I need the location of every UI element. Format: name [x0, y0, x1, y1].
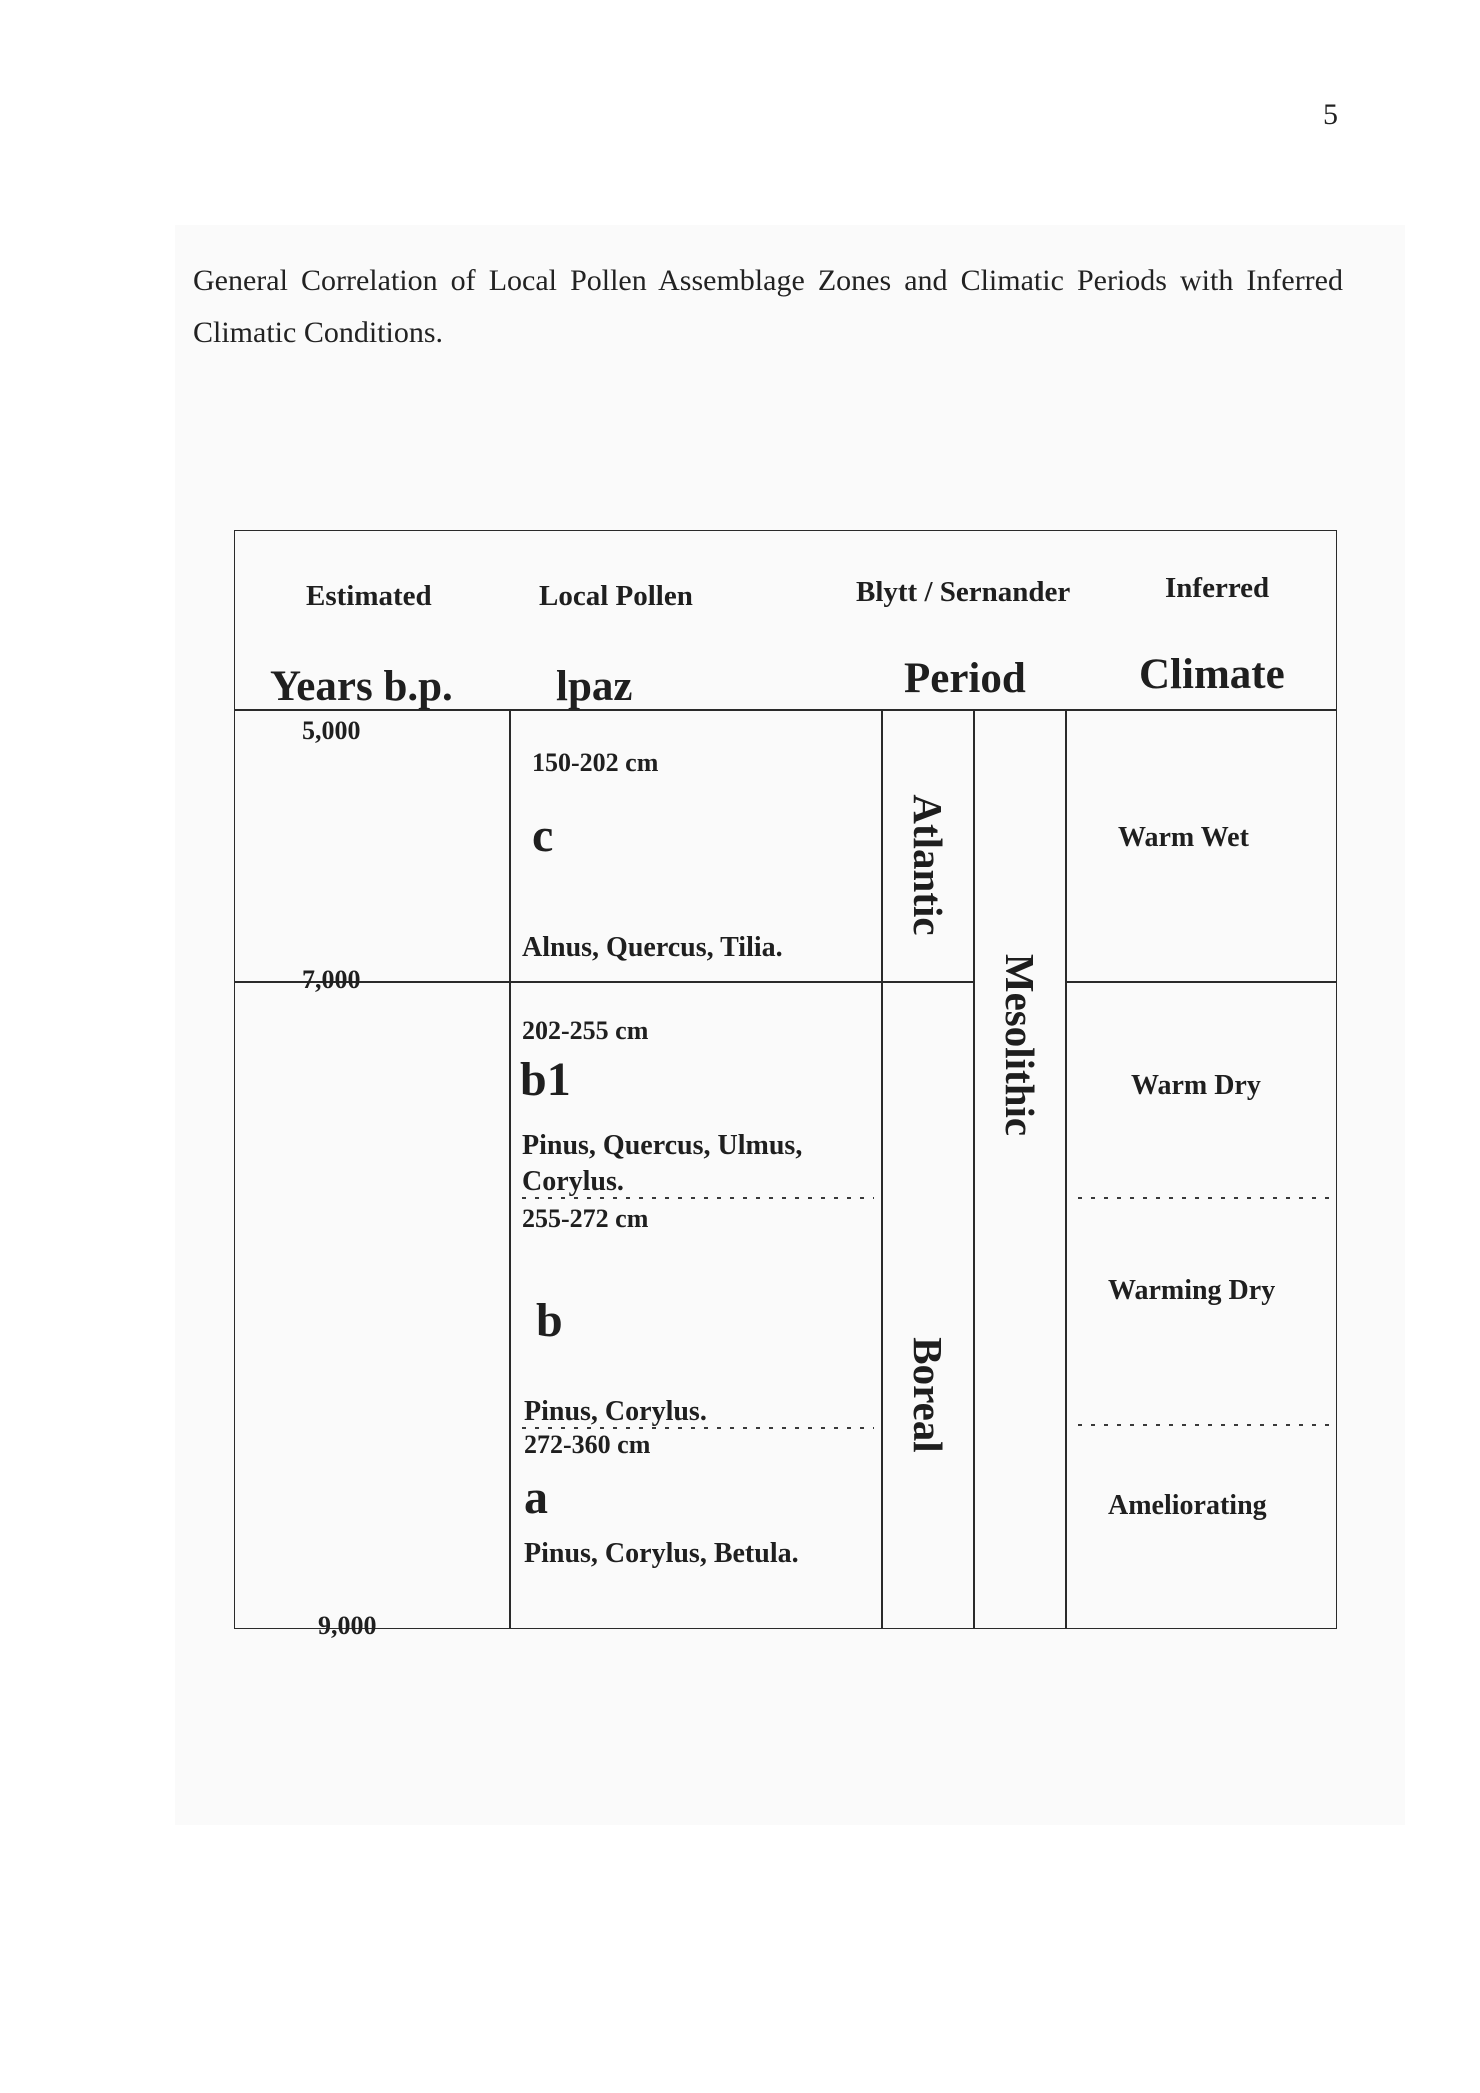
zone-label: b	[536, 1294, 563, 1347]
period-atlantic: Atlantic	[905, 794, 951, 936]
header-period-bottom: Period	[904, 655, 1026, 702]
pollen-zone-correlation-table	[234, 530, 1337, 1640]
zone-depth-range: 255-272 cm	[522, 1204, 649, 1233]
climate-label: Warming Dry	[1108, 1275, 1276, 1306]
header-years-bottom: Years b.p.	[270, 663, 453, 710]
cultural-period-mesolithic: Mesolithic	[997, 953, 1043, 1137]
zone-taxa: Pinus, Corylus.	[524, 1396, 707, 1427]
zone-taxa: Alnus, Quercus, Tilia.	[522, 932, 783, 963]
header-lpaz-top: Local Pollen	[539, 580, 693, 612]
zone-taxa: Pinus, Quercus, Ulmus,	[522, 1130, 803, 1161]
zone-label: a	[524, 1471, 548, 1524]
climate-label: Warm Wet	[1118, 822, 1249, 853]
header-years-top: Estimated	[306, 580, 432, 612]
header-lpaz-bottom: lpaz	[556, 663, 633, 710]
year-label: 5,000	[302, 716, 361, 745]
climate-label: Ameliorating	[1108, 1490, 1267, 1521]
header-climate-top: Inferred	[1165, 572, 1270, 604]
period-boreal: Boreal	[905, 1337, 951, 1453]
figure-caption: General Correlation of Local Pollen Assemblage Zones and Climatic Periods with Inferred Climatic Conditions.	[193, 264, 1343, 349]
zone-taxa: Pinus, Corylus, Betula.	[524, 1538, 799, 1569]
zone-depth-range: 202-255 cm	[522, 1016, 649, 1045]
zone-label: b1	[520, 1053, 571, 1106]
climate-label: Warm Dry	[1131, 1070, 1261, 1101]
header-climate-bottom: Climate	[1139, 651, 1285, 698]
zone-depth-range: 150-202 cm	[532, 748, 659, 777]
zone-label: c	[532, 809, 554, 862]
year-label: 7,000	[302, 965, 361, 994]
year-label: 9,000	[318, 1611, 377, 1640]
zone-depth-range: 272-360 cm	[524, 1430, 651, 1459]
zone-taxa: Corylus.	[522, 1166, 624, 1197]
page-number: 5	[1323, 98, 1338, 131]
header-period-top: Blytt / Sernander	[856, 576, 1071, 608]
